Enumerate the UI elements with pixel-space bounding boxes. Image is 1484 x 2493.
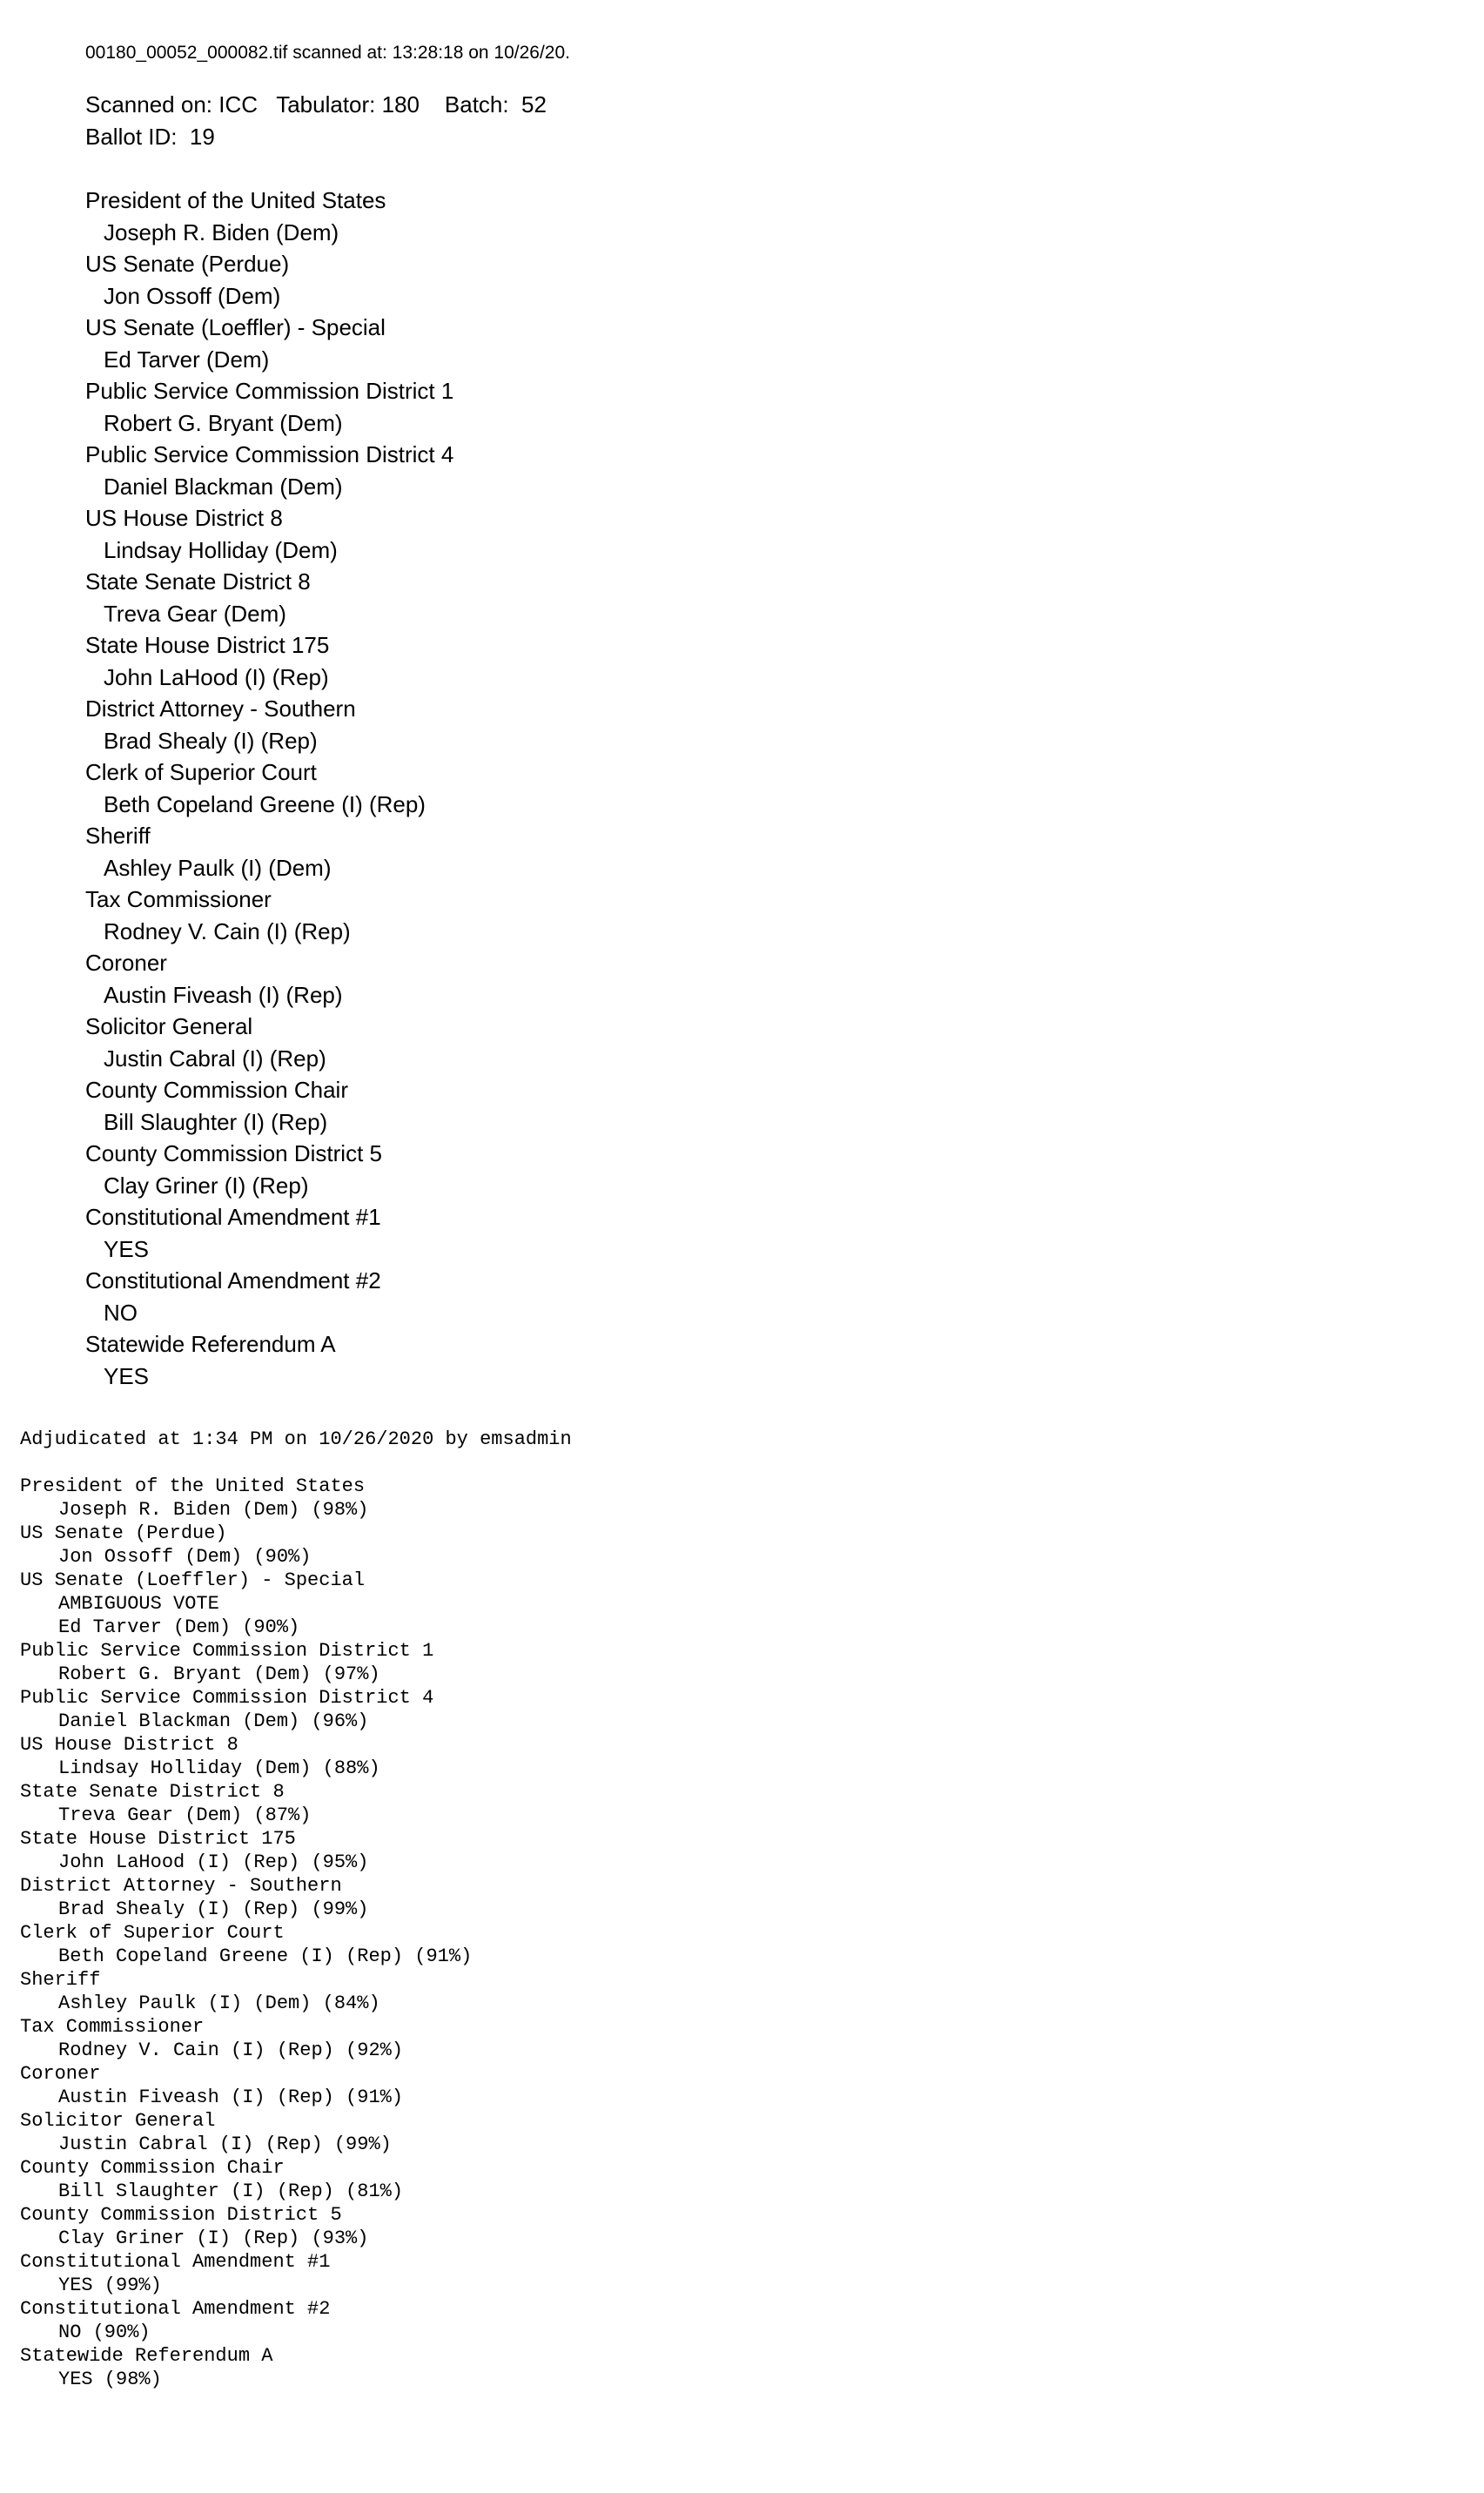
adjudication-race-choice: Treva Gear (Dem) (87%) [58, 1804, 312, 1826]
scan-race-title: Constitutional Amendment #2 [85, 1267, 381, 1294]
adjudication-race-title: District Attorney - Southern [20, 1875, 342, 1897]
scan-race-title: US Senate (Loeffler) - Special [85, 314, 386, 340]
adjudication-race-title: Coroner [20, 2063, 101, 2085]
adjudication-race-choice: YES (99%) [58, 2275, 162, 2296]
scan-section [85, 40, 1391, 1392]
adjudication-race-title: Solicitor General [20, 2110, 216, 2132]
scan-race-choice: YES [104, 1235, 150, 1262]
scan-race-title: Public Service Commission District 1 [85, 378, 454, 404]
scan-race-title: Solicitor General [85, 1013, 253, 1039]
scan-race-title: Constitutional Amendment #1 [85, 1204, 381, 1230]
scan-race-choice: Clay Griner (I) (Rep) [104, 1172, 309, 1199]
scan-race-choice: YES [104, 1362, 150, 1389]
adjudication-race-choice: Daniel Blackman (Dem) (96%) [58, 1710, 369, 1732]
adjudication-race-choice: AMBIGUOUS VOTE [58, 1593, 219, 1615]
scan-race-title: Public Service Commission District 4 [85, 441, 454, 467]
scan-race-choice: Jon Ossoff (Dem) [104, 282, 281, 309]
scan-race-title: State Senate District 8 [85, 568, 311, 595]
adjudication-race-choice: Rodney V. Cain (I) (Rep) (92%) [58, 2039, 404, 2061]
ballot-meta [85, 89, 1391, 152]
scan-race-choice: Treva Gear (Dem) [104, 600, 286, 627]
adjudication-race-title: Tax Commissioner [20, 2016, 205, 2038]
scan-race-title: State House District 175 [85, 632, 330, 658]
adjudication-race-choice: YES (98%) [58, 2369, 162, 2390]
adjudication-race-choice: Joseph R. Biden (Dem) (98%) [58, 1499, 369, 1521]
scan-race-choice: Brad Shealy (I) (Rep) [104, 727, 318, 754]
adjudication-race-title: County Commission Chair [20, 2157, 285, 2179]
scan-race-title: Sheriff [85, 823, 151, 849]
scanned-on-line: Scanned on: ICC Tabulator: 180 Batch: 52 [85, 91, 547, 118]
scan-race-title: Statewide Referendum A [85, 1331, 336, 1357]
scan-race-title: US Senate (Perdue) [85, 251, 290, 277]
adjudication-race-choice: Clay Griner (I) (Rep) (93%) [58, 2228, 369, 2249]
scan-race-title: Tax Commissioner [85, 886, 272, 912]
scan-race-choice: John LaHood (I) (Rep) [104, 663, 329, 690]
scan-race-title: Clerk of Superior Court [85, 759, 317, 785]
adjudication-race-title: Sheriff [20, 1969, 101, 1991]
scan-race-choice: NO [104, 1299, 138, 1326]
adjudication-race-choice: Robert G. Bryant (Dem) (97%) [58, 1663, 380, 1685]
adjudication-race-choice: Lindsay Holliday (Dem) (88%) [58, 1757, 380, 1779]
scan-race-title: Coroner [85, 950, 167, 976]
adjudication-race-choice: Ed Tarver (Dem) (90%) [58, 1616, 300, 1638]
scan-race-choice: Ed Tarver (Dem) [104, 346, 270, 373]
scan-race-choice: Lindsay Holliday (Dem) [104, 536, 338, 563]
adjudication-race-title: US Senate (Perdue) [20, 1522, 227, 1544]
scan-race-choice: Robert G. Bryant (Dem) [104, 409, 343, 436]
adjudication-race-title: State Senate District 8 [20, 1781, 285, 1803]
adjudication-race-title: US House District 8 [20, 1734, 238, 1756]
scan-race-title: County Commission District 5 [85, 1140, 382, 1166]
adjudication-race-title: State House District 175 [20, 1828, 296, 1850]
scan-race-choice: Austin Fiveash (I) (Rep) [104, 981, 343, 1008]
adjudication-header: Adjudicated at 1:34 PM on 10/26/2020 by emsadmin [20, 1428, 572, 1450]
adjudication-race-title: Public Service Commission District 4 [20, 1687, 434, 1709]
scan-race-choice: Joseph R. Biden (Dem) [104, 218, 339, 245]
adjudication-race-title: Constitutional Amendment #2 [20, 2298, 331, 2320]
scan-race-title: President of the United States [85, 187, 386, 213]
adjudication-race-choice: NO (90%) [58, 2322, 151, 2343]
adjudication-race-choice: John LaHood (I) (Rep) (95%) [58, 1851, 369, 1873]
scan-race-title: US House District 8 [85, 505, 283, 531]
adjudication-race-title: Clerk of Superior Court [20, 1922, 285, 1944]
scan-race-choice: Justin Cabral (I) (Rep) [104, 1045, 326, 1072]
adjudication-race-choice: Bill Slaughter (I) (Rep) (81%) [58, 2181, 404, 2202]
adjudication-section [20, 1428, 1413, 2391]
ballot-id-line: Ballot ID: 19 [85, 123, 215, 150]
scan-header: 00180_00052_000082.tif scanned at: 13:28:18 on 10/26/20. [85, 43, 570, 63]
scan-race-choice: Ashley Paulk (I) (Dem) [104, 854, 332, 881]
adjudication-race-title: Statewide Referendum A [20, 2345, 273, 2367]
scan-race-choice: Beth Copeland Greene (I) (Rep) [104, 790, 426, 817]
scan-race-list [85, 185, 1391, 1392]
adjudication-race-choice: Ashley Paulk (I) (Dem) (84%) [58, 1992, 380, 2014]
adjudication-race-title: Constitutional Amendment #1 [20, 2251, 331, 2273]
scan-race-title: County Commission Chair [85, 1077, 348, 1103]
scan-race-title: District Attorney - Southern [85, 695, 356, 722]
scan-race-choice: Daniel Blackman (Dem) [104, 473, 343, 500]
adjudication-race-title: Public Service Commission District 1 [20, 1640, 434, 1662]
adjudication-race-choice: Austin Fiveash (I) (Rep) (91%) [58, 2086, 404, 2108]
scan-race-choice: Bill Slaughter (I) (Rep) [104, 1108, 328, 1135]
adjudication-race-choice: Justin Cabral (I) (Rep) (99%) [58, 2133, 392, 2155]
adjudication-race-choice: Jon Ossoff (Dem) (90%) [58, 1546, 312, 1568]
adjudication-race-list [20, 1475, 1413, 2391]
adjudication-race-title: President of the United States [20, 1475, 366, 1497]
adjudication-race-title: US Senate (Loeffler) - Special [20, 1569, 366, 1591]
adjudication-race-choice: Brad Shealy (I) (Rep) (99%) [58, 1898, 369, 1920]
scan-race-choice: Rodney V. Cain (I) (Rep) [104, 917, 351, 944]
adjudication-race-title: County Commission District 5 [20, 2204, 342, 2226]
adjudication-race-choice: Beth Copeland Greene (I) (Rep) (91%) [58, 1945, 473, 1967]
